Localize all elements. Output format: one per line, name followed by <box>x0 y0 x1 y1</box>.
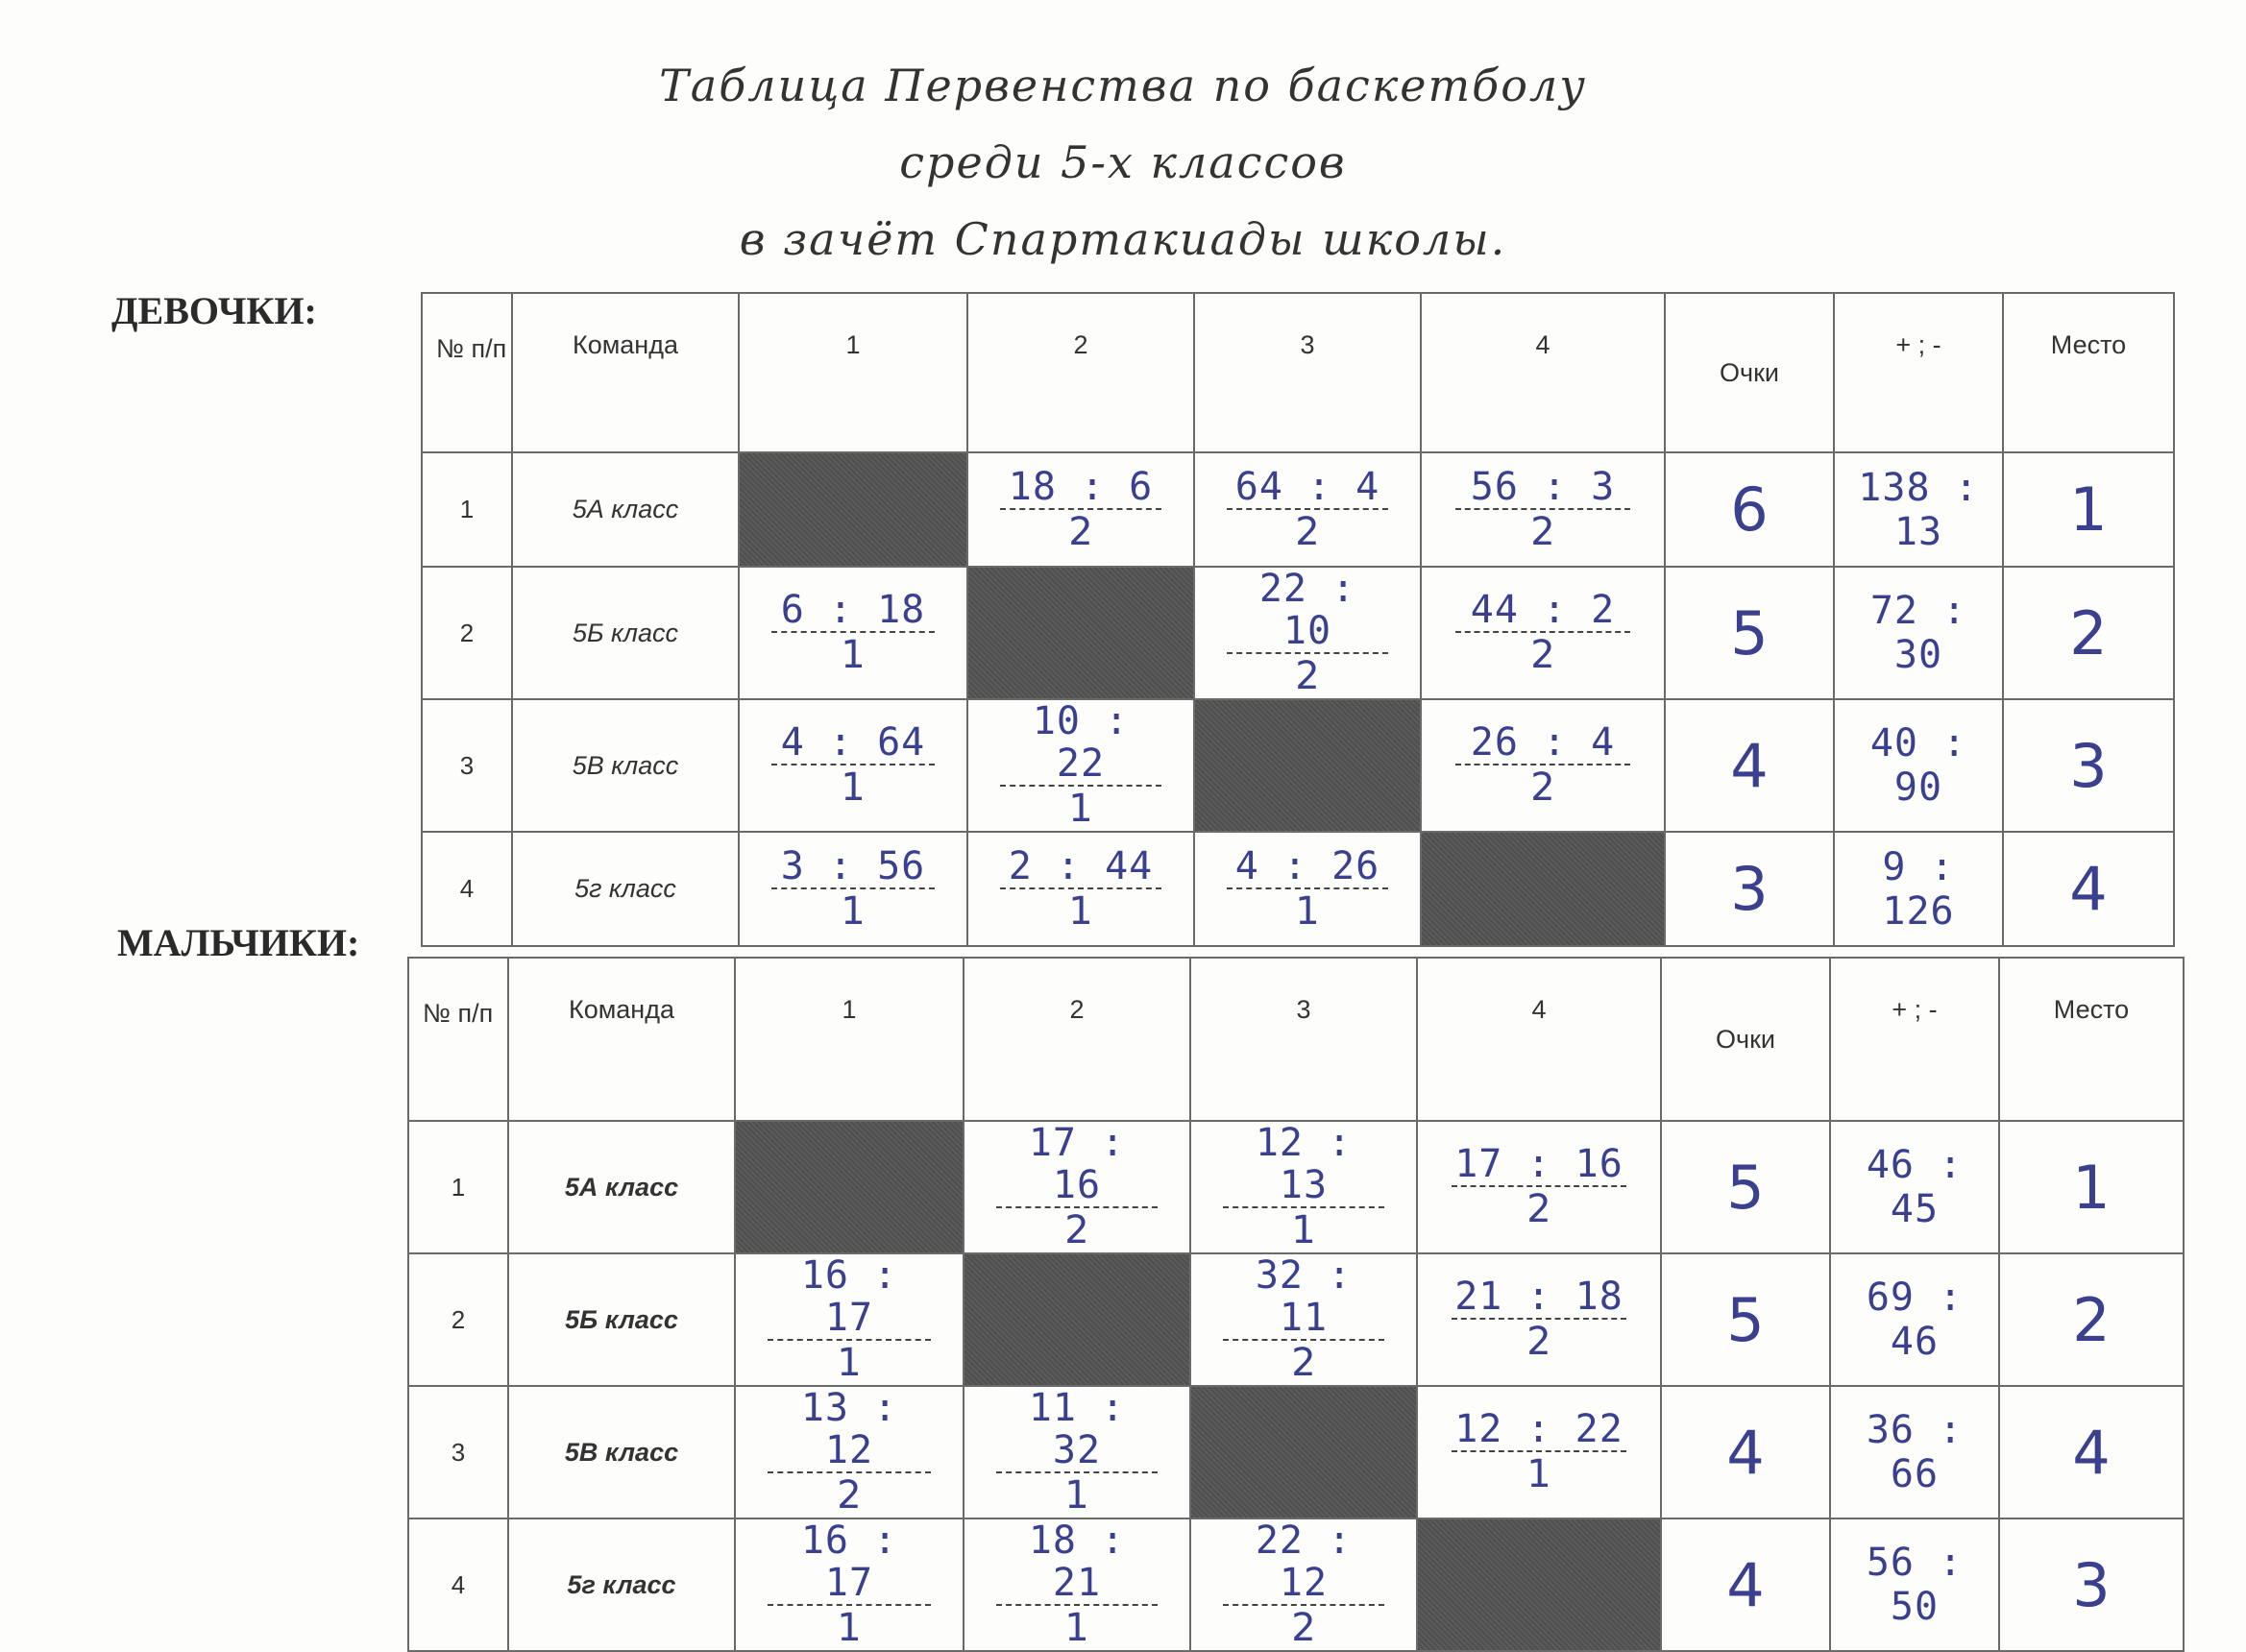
table-row <box>408 1253 2184 1386</box>
total-points: 4 <box>1661 1518 1830 1651</box>
match-cell <box>967 452 1194 567</box>
header-points: Очки <box>1661 958 1830 1121</box>
match-score: 18 : 21 <box>996 1519 1158 1606</box>
match-cell <box>739 699 967 832</box>
match-score: 18 : 6 <box>1000 466 1161 510</box>
match-score: 3 : 56 <box>771 845 935 889</box>
header-col-1: 1 <box>739 293 967 452</box>
self-match-cell <box>964 1253 1190 1386</box>
match-cell <box>735 1386 964 1518</box>
match-score: 6 : 18 <box>771 589 935 633</box>
match-points: 1 <box>1295 888 1320 934</box>
team-name: 5В класс <box>512 699 739 832</box>
match-points: 1 <box>1068 888 1093 934</box>
match-points: 1 <box>841 765 866 810</box>
place: 2 <box>2003 567 2174 699</box>
match-points: 1 <box>841 633 866 677</box>
score-difference: 40 : 90 <box>1834 699 2003 832</box>
match-points: 2 <box>1530 765 1555 810</box>
self-match-cell <box>1194 699 1421 832</box>
header-place: Место <box>1999 958 2184 1121</box>
match-score: 22 : 12 <box>1223 1519 1384 1606</box>
match-score: 16 : 17 <box>768 1519 931 1606</box>
match-cell <box>1190 1518 1417 1651</box>
header-row <box>408 958 2184 1121</box>
match-score: 17 : 16 <box>996 1122 1158 1208</box>
match-cell <box>1421 452 1665 567</box>
match-score: 10 : 22 <box>1000 700 1161 787</box>
match-score: 21 : 18 <box>1452 1275 1625 1320</box>
match-points: 2 <box>1530 509 1555 554</box>
match-result <box>1223 1254 1384 1385</box>
title-line-3: в зачёт Спартакиады школы. <box>739 213 1507 265</box>
title-line-1: Таблица Первенства по баскетболу <box>659 60 1587 111</box>
score-difference: 69 : 46 <box>1830 1253 1999 1386</box>
place: 1 <box>1999 1121 2184 1253</box>
match-result <box>1452 1275 1625 1364</box>
row-number: 1 <box>408 1121 508 1253</box>
match-cell <box>964 1121 1190 1253</box>
table-row <box>408 1121 2184 1253</box>
header-col-3: 3 <box>1190 958 1417 1121</box>
total-points: 5 <box>1665 567 1834 699</box>
match-result <box>1000 466 1161 554</box>
match-result <box>996 1387 1158 1518</box>
match-result <box>1452 1143 1625 1231</box>
match-result <box>1227 466 1388 554</box>
team-name: 5Б класс <box>508 1253 735 1386</box>
match-score: 44 : 2 <box>1455 589 1629 633</box>
header-col-2: 2 <box>964 958 1190 1121</box>
match-cell <box>1194 832 1421 946</box>
match-score: 16 : 17 <box>768 1254 931 1341</box>
table-row <box>422 832 2174 946</box>
header-col-4: 4 <box>1421 293 1665 452</box>
match-cell <box>735 1253 964 1386</box>
header-points: Очки <box>1665 293 1834 452</box>
match-cell <box>1417 1386 1661 1518</box>
match-points: 1 <box>837 1606 862 1650</box>
match-points: 2 <box>1530 633 1555 677</box>
match-points: 2 <box>1068 509 1093 554</box>
match-score: 56 : 3 <box>1455 466 1629 510</box>
header-place: Место <box>2003 293 2174 452</box>
match-result <box>996 1519 1158 1650</box>
match-cell <box>967 832 1194 946</box>
match-result <box>1000 700 1161 831</box>
match-result <box>1455 721 1629 810</box>
header-diff: + ; - <box>1834 293 2003 452</box>
match-score: 4 : 64 <box>771 721 935 765</box>
match-points: 2 <box>1295 509 1320 554</box>
table-row <box>408 1518 2184 1651</box>
match-result <box>1227 845 1388 934</box>
match-score: 17 : 16 <box>1452 1143 1625 1187</box>
match-cell <box>1421 567 1665 699</box>
table-row <box>422 699 2174 832</box>
match-result <box>996 1122 1158 1252</box>
header-row <box>422 293 2174 452</box>
match-cell <box>967 699 1194 832</box>
match-score: 2 : 44 <box>1000 845 1161 889</box>
place: 3 <box>1999 1518 2184 1651</box>
score-difference: 9 : 126 <box>1834 832 2003 946</box>
match-result <box>1000 845 1161 934</box>
self-match-cell <box>967 567 1194 699</box>
match-points: 1 <box>1291 1208 1316 1252</box>
match-result <box>768 1387 931 1518</box>
boys-label: МАЛЬЧИКИ: <box>117 921 360 964</box>
boys-table <box>407 957 2185 1652</box>
total-points: 3 <box>1665 832 1834 946</box>
total-points: 5 <box>1661 1253 1830 1386</box>
match-cell <box>739 832 967 946</box>
match-cell <box>1194 567 1421 699</box>
match-result <box>1223 1122 1384 1252</box>
match-cell <box>1194 452 1421 567</box>
self-match-cell <box>1190 1386 1417 1518</box>
match-points: 2 <box>1295 654 1320 698</box>
match-result <box>771 589 935 677</box>
match-points: 2 <box>1526 1187 1551 1231</box>
header-num: № п/п <box>408 958 508 1121</box>
place: 4 <box>1999 1386 2184 1518</box>
place: 2 <box>1999 1253 2184 1386</box>
score-difference: 36 : 66 <box>1830 1386 1999 1518</box>
match-result <box>768 1519 931 1650</box>
match-result <box>771 845 935 934</box>
match-cell <box>1421 699 1665 832</box>
self-match-cell <box>1421 832 1665 946</box>
match-cell <box>964 1386 1190 1518</box>
table-row <box>422 567 2174 699</box>
team-name: 5В класс <box>508 1386 735 1518</box>
match-cell <box>1417 1121 1661 1253</box>
match-cell <box>1190 1121 1417 1253</box>
header-col-1: 1 <box>735 958 964 1121</box>
header-num: № п/п <box>422 293 512 452</box>
place: 3 <box>2003 699 2174 832</box>
match-points: 2 <box>1064 1208 1089 1252</box>
total-points: 4 <box>1665 699 1834 832</box>
match-score: 32 : 11 <box>1223 1254 1384 1341</box>
match-result <box>1455 589 1629 677</box>
match-result <box>771 721 935 810</box>
row-number: 3 <box>408 1386 508 1518</box>
team-name: 5А класс <box>512 452 739 567</box>
header-team: Команда <box>512 293 739 452</box>
match-cell <box>1190 1253 1417 1386</box>
match-result <box>1455 466 1629 554</box>
match-points: 1 <box>841 888 866 934</box>
total-points: 4 <box>1661 1386 1830 1518</box>
match-cell <box>964 1518 1190 1651</box>
match-points: 2 <box>1291 1341 1316 1385</box>
total-points: 6 <box>1665 452 1834 567</box>
row-number: 2 <box>422 567 512 699</box>
self-match-cell <box>739 452 967 567</box>
match-points: 2 <box>837 1473 862 1518</box>
row-number: 4 <box>408 1518 508 1651</box>
match-score: 13 : 12 <box>768 1387 931 1473</box>
table-row <box>408 1386 2184 1518</box>
row-number: 2 <box>408 1253 508 1386</box>
match-result <box>1227 568 1388 698</box>
match-score: 12 : 22 <box>1452 1408 1625 1452</box>
team-name: 5г класс <box>508 1518 735 1651</box>
score-difference: 138 : 13 <box>1834 452 2003 567</box>
match-result <box>1452 1408 1625 1496</box>
header-col-4: 4 <box>1417 958 1661 1121</box>
match-points: 1 <box>1068 787 1093 831</box>
girls-label: ДЕВОЧКИ: <box>111 289 317 332</box>
match-cell <box>739 567 967 699</box>
header-col-2: 2 <box>967 293 1194 452</box>
row-number: 1 <box>422 452 512 567</box>
match-points: 1 <box>1064 1473 1089 1518</box>
place: 1 <box>2003 452 2174 567</box>
match-points: 2 <box>1291 1606 1316 1650</box>
match-score: 64 : 4 <box>1227 466 1388 510</box>
match-points: 1 <box>1526 1452 1551 1496</box>
match-score: 4 : 26 <box>1227 845 1388 889</box>
header-team: Команда <box>508 958 735 1121</box>
team-name: 5А класс <box>508 1121 735 1253</box>
girls-table <box>421 292 2175 947</box>
score-difference: 72 : 30 <box>1834 567 2003 699</box>
place: 4 <box>2003 832 2174 946</box>
match-result <box>1223 1519 1384 1650</box>
match-score: 11 : 32 <box>996 1387 1158 1473</box>
match-cell <box>1417 1253 1661 1386</box>
header-col-3: 3 <box>1194 293 1421 452</box>
match-score: 12 : 13 <box>1223 1122 1384 1208</box>
match-points: 1 <box>1064 1606 1089 1650</box>
match-cell <box>735 1518 964 1651</box>
score-difference: 46 : 45 <box>1830 1121 1999 1253</box>
match-result <box>768 1254 931 1385</box>
score-difference: 56 : 50 <box>1830 1518 1999 1651</box>
team-name: 5г класс <box>512 832 739 946</box>
self-match-cell <box>735 1121 964 1253</box>
title-line-2: среди 5-х классов <box>899 136 1347 188</box>
total-points: 5 <box>1661 1121 1830 1253</box>
self-match-cell <box>1417 1518 1661 1651</box>
team-name: 5Б класс <box>512 567 739 699</box>
match-score: 22 : 10 <box>1227 568 1388 654</box>
match-points: 1 <box>837 1341 862 1385</box>
match-points: 2 <box>1526 1320 1551 1364</box>
header-diff: + ; - <box>1830 958 1999 1121</box>
row-number: 4 <box>422 832 512 946</box>
row-number: 3 <box>422 699 512 832</box>
table-row <box>422 452 2174 567</box>
match-score: 26 : 4 <box>1455 721 1629 765</box>
